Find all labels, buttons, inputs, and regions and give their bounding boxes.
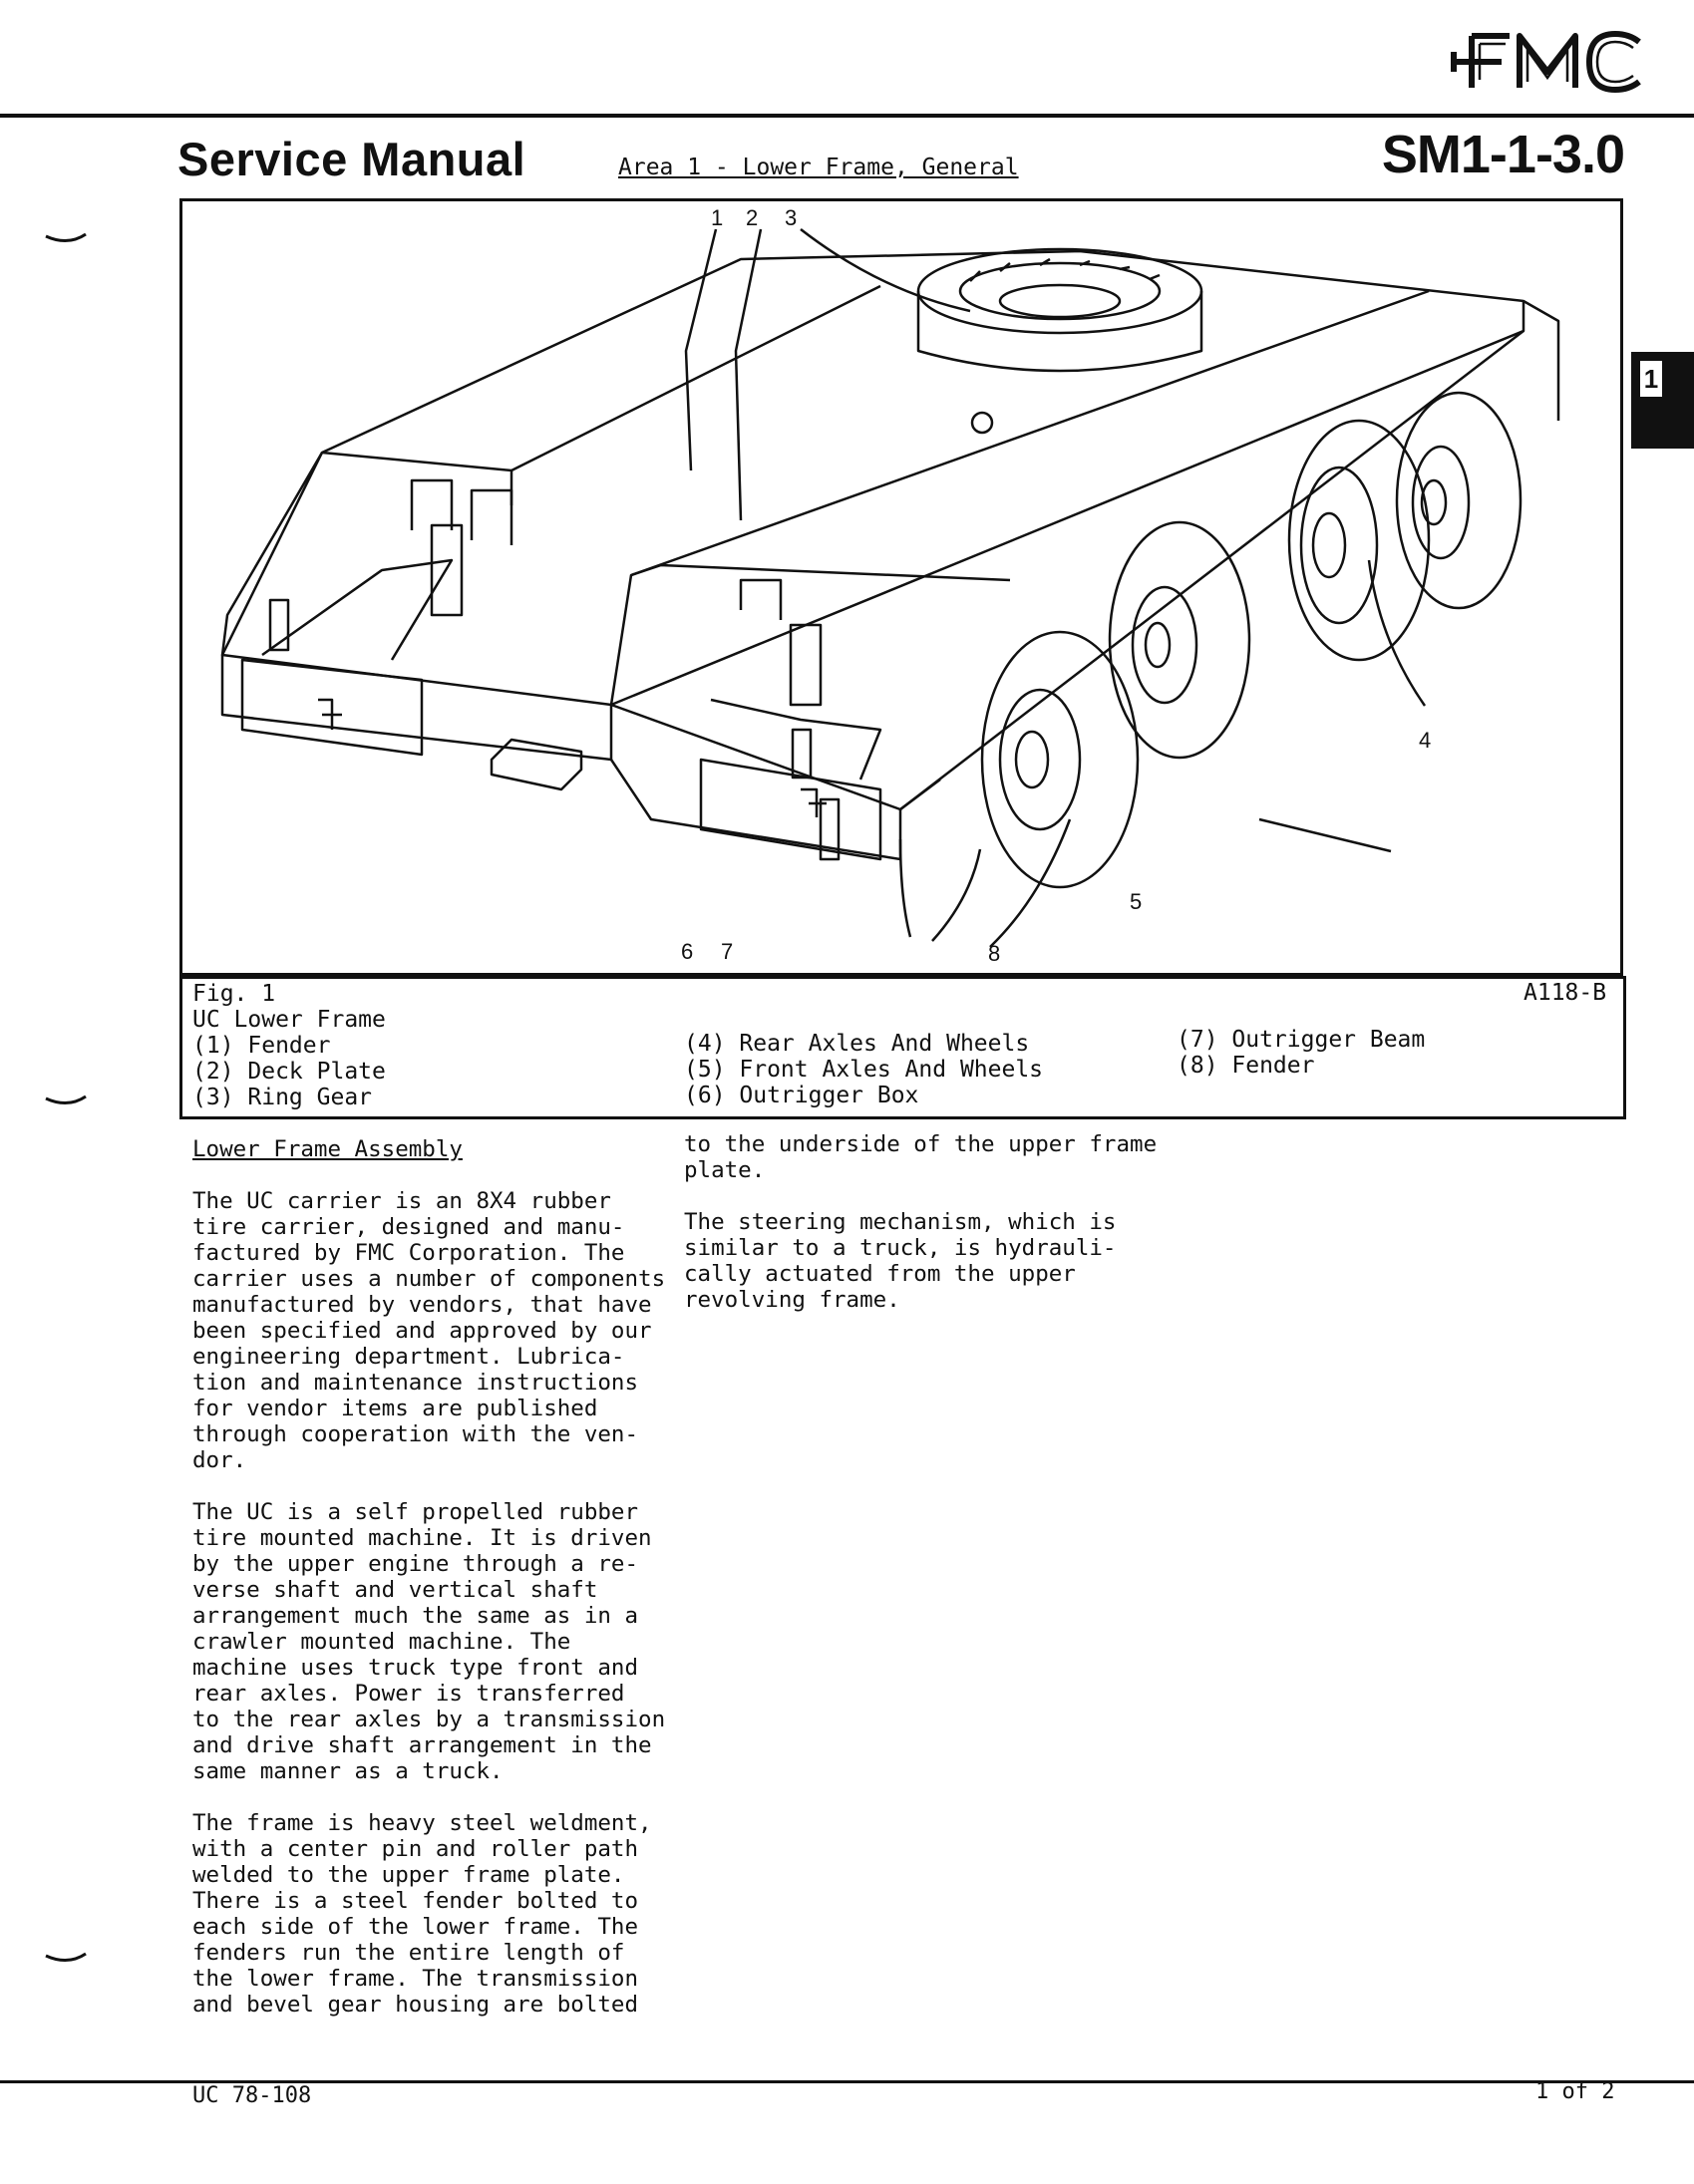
text-line: by the upper engine through a re- [192,1551,639,1577]
text-line: tire carrier, designed and manu- [192,1214,625,1240]
figure-legend-right [1177,1027,1425,1079]
callout-7: 7 [721,939,734,964]
text-column-1 [192,1136,671,2018]
text-line: been specified and approved by our [192,1318,652,1344]
callout-1: 1 [711,205,724,230]
text-line: and bevel gear housing are bolted [192,1992,639,2018]
text-line: revolving frame. [684,1287,900,1313]
paragraph [192,1499,671,1784]
legend-item: (3) Ring Gear [192,1085,373,1110]
text-line: The UC carrier is an 8X4 rubber [192,1188,611,1214]
text-line: verse shaft and vertical shaft [192,1577,598,1603]
text-line: carrier uses a number of components [192,1266,666,1292]
text-line: similar to a truck, is hydrauli- [684,1235,1117,1261]
lower-frame-illustration [182,201,1620,973]
figure-legend-middle [684,1031,1043,1108]
fmc-logo [1444,22,1657,102]
legend-item: (4) Rear Axles And Wheels [684,1031,1030,1057]
text-line: to the rear axles by a transmission [192,1707,666,1732]
paragraph [684,1131,1163,1183]
section-code: SM1-1-3.0 [1381,125,1624,184]
text-line: The frame is heavy steel weldment, [192,1810,652,1836]
document-number: UC 78-108 [192,2083,312,2108]
legend-item: (2) Deck Plate [192,1059,386,1085]
text-line: factured by FMC Corporation. The [192,1240,625,1266]
callout-2: 2 [746,205,759,230]
text-line: to the underside of the upper frame [684,1131,1158,1157]
figure-caption-left [192,981,386,1110]
text-line: and drive shaft arrangement in the [192,1732,652,1758]
text-line: machine uses truck type front and [192,1655,639,1681]
text-line: tion and maintenance instructions [192,1370,639,1396]
text-line: same manner as a truck. [192,1758,504,1784]
legend-item: (6) Outrigger Box [684,1083,919,1108]
callout-3: 3 [785,205,798,230]
text-line: There is a steel fender bolted to [192,1888,639,1914]
area-subtitle: Area 1 - Lower Frame, General [618,155,1019,180]
text-line: the lower frame. The transmission [192,1966,639,1992]
callout-5: 5 [1130,889,1143,914]
paragraph [192,1810,671,2018]
text-line: rear axles. Power is transferred [192,1681,625,1707]
text-line: with a center pin and roller path [192,1836,639,1862]
legend-item: (7) Outrigger Beam [1177,1027,1426,1053]
text-line: for vendor items are published [192,1396,598,1421]
legend-item: (1) Fender [192,1033,331,1059]
text-line: dor. [192,1447,247,1473]
punch-mark [40,224,90,254]
text-line: The steering mechanism, which is [684,1209,1117,1235]
text-line: welded to the upper frame plate. [192,1862,625,1888]
text-line: engineering department. Lubrica- [192,1344,625,1370]
page-title: Service Manual [177,133,526,185]
figure-code: A118-B [1524,980,1607,1006]
text-line: crawler mounted machine. The [192,1629,571,1655]
callout-6: 6 [681,939,694,964]
paragraph [684,1209,1163,1313]
text-line: arrangement much the same as in a [192,1603,639,1629]
text-column-2 [684,1131,1163,1313]
figure-number: Fig. 1 [192,981,276,1007]
paragraph [192,1188,671,1473]
page-number: 1 of 2 [1535,2079,1615,2104]
text-line: manufactured by vendors, that have [192,1292,652,1318]
figure-title: UC Lower Frame [192,1007,386,1033]
section-tab-label: 1 [1638,359,1664,399]
text-line: each side of the lower frame. The [192,1914,639,1940]
header-rule [0,114,1694,118]
text-line: fenders run the entire length of [192,1940,625,1966]
text-line: The UC is a self propelled rubber [192,1499,639,1525]
text-line: cally actuated from the upper [684,1261,1076,1287]
punch-mark [40,1087,90,1116]
callout-8: 8 [988,941,1001,966]
text-line: tire mounted machine. It is driven [192,1525,652,1551]
legend-item: (5) Front Axles And Wheels [684,1057,1044,1083]
punch-mark [40,1944,90,1974]
text-line: plate. [684,1157,766,1183]
legend-item: (8) Fender [1177,1053,1315,1079]
text-line: through cooperation with the ven- [192,1421,639,1447]
callout-4: 4 [1419,728,1432,753]
section-heading: Lower Frame Assembly [192,1136,463,1162]
